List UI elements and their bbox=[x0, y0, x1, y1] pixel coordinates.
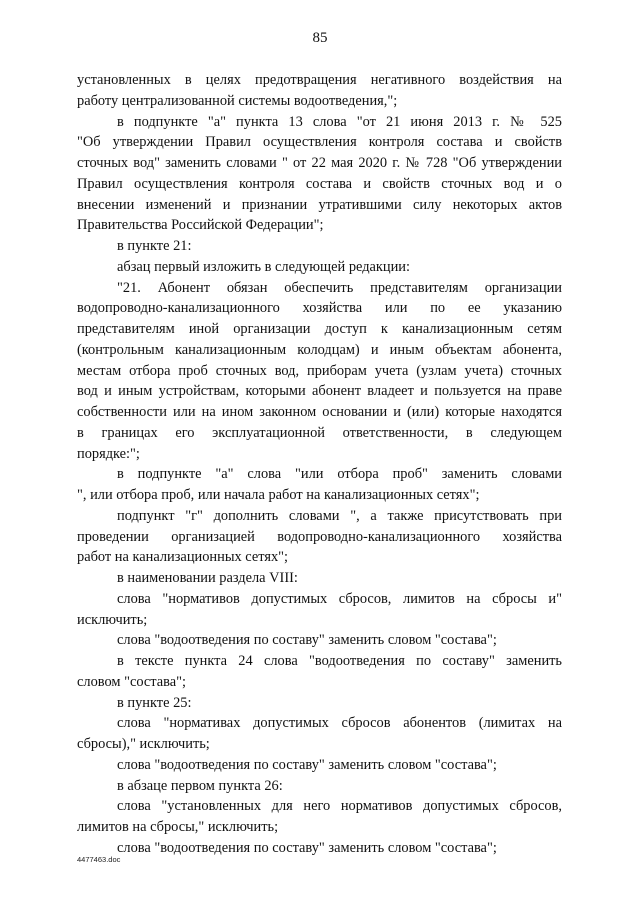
text-line: (контрольным канализационным колодцам) и иным объектам абонента, bbox=[77, 341, 562, 358]
text-line: установленных в целях предотвращения негативного воздействия на bbox=[77, 72, 562, 88]
text-line: в пункте 25: bbox=[117, 694, 192, 711]
text-line: порядке:"; bbox=[77, 445, 140, 462]
text-line: водопроводно-канализационного хозяйства или по ее указанию bbox=[77, 300, 562, 317]
text-line: абзац первый изложить в следующей редакции: bbox=[117, 258, 411, 275]
text-line: Правил осуществления контроля состава и свойств сточных вод и о bbox=[77, 175, 562, 192]
text-line: в абзаце первом пункта 26: bbox=[117, 777, 283, 794]
text-line: слова "нормативах допустимых сбросов абонентов (лимитах на bbox=[117, 715, 562, 732]
text-line: ", или отбора проб, или начала работ на канализационных сетях"; bbox=[77, 487, 480, 503]
text-line: в наименовании раздела VIII: bbox=[117, 570, 298, 586]
text-line: словом "состава"; bbox=[77, 673, 187, 690]
page-number: 85 bbox=[312, 30, 328, 46]
text-line: в подпункте "а" слова "или отбора проб" заменить словами bbox=[117, 466, 562, 483]
text-line: работ на канализационных сетях"; bbox=[77, 549, 289, 566]
text-line: Правительства Российской Федерации"; bbox=[77, 217, 324, 234]
text-line: в границах его эксплуатационной ответственности, в следующем bbox=[77, 424, 562, 441]
text-line: подпункт "г" дополнить словами ", а также присутствовать при bbox=[117, 507, 562, 524]
text-line: проведении организацией водопроводно-канализационного хозяйства bbox=[77, 528, 562, 545]
text-line: местам отбора проб сточных вод, приборам учета (узлам учета) сточных bbox=[77, 362, 562, 379]
text-line: "21. Абонент обязан обеспечить представителям организации bbox=[117, 279, 562, 296]
text-line: в пункте 21: bbox=[117, 238, 192, 254]
text-line: "Об утверждении Правил осуществления контроля состава и свойств bbox=[77, 134, 562, 151]
text-line: сточных вод" заменить словами " от 22 мая 2020 г. № 728 "Об утверждении bbox=[77, 155, 562, 171]
text-line: работу централизованной системы водоотведения,"; bbox=[77, 92, 398, 109]
text-line: в подпункте "а" пункта 13 слова "от 21 июня 2013 г. № 525 bbox=[117, 113, 562, 130]
text-line: собственности или на ином законном основании и (или) которые находятся bbox=[77, 404, 562, 420]
text-line: слова "водоотведения по составу" заменить словом "состава"; bbox=[117, 839, 497, 856]
text-line: внесении изменений и признании утратившими силу некоторых актов bbox=[77, 196, 562, 213]
text-line: слова "водоотведения по составу" заменить словом "состава"; bbox=[117, 632, 497, 649]
text-line: в тексте пункта 24 слова "водоотведения по составу" заменить bbox=[117, 653, 562, 669]
text-line: лимитов на сбросы," исключить; bbox=[77, 819, 279, 835]
document-body bbox=[77, 70, 562, 859]
text-line: слова "нормативов допустимых сбросов, лимитов на сбросы и" bbox=[117, 590, 562, 607]
text-line: слова "установленных для него нормативов допустимых сбросов, bbox=[117, 798, 562, 815]
text-line: сбросы)," исключить; bbox=[77, 736, 210, 752]
text-line: исключить; bbox=[77, 611, 148, 628]
footer-doc-id: 4477463.doc bbox=[77, 855, 121, 864]
text-line: представителям иной организации доступ к канализационным сетям bbox=[77, 321, 562, 337]
text-line: вод и иным устройствам, которыми абонент владеет и пользуется на праве bbox=[77, 383, 562, 400]
text-line: слова "водоотведения по составу" заменить словом "состава"; bbox=[117, 756, 497, 773]
